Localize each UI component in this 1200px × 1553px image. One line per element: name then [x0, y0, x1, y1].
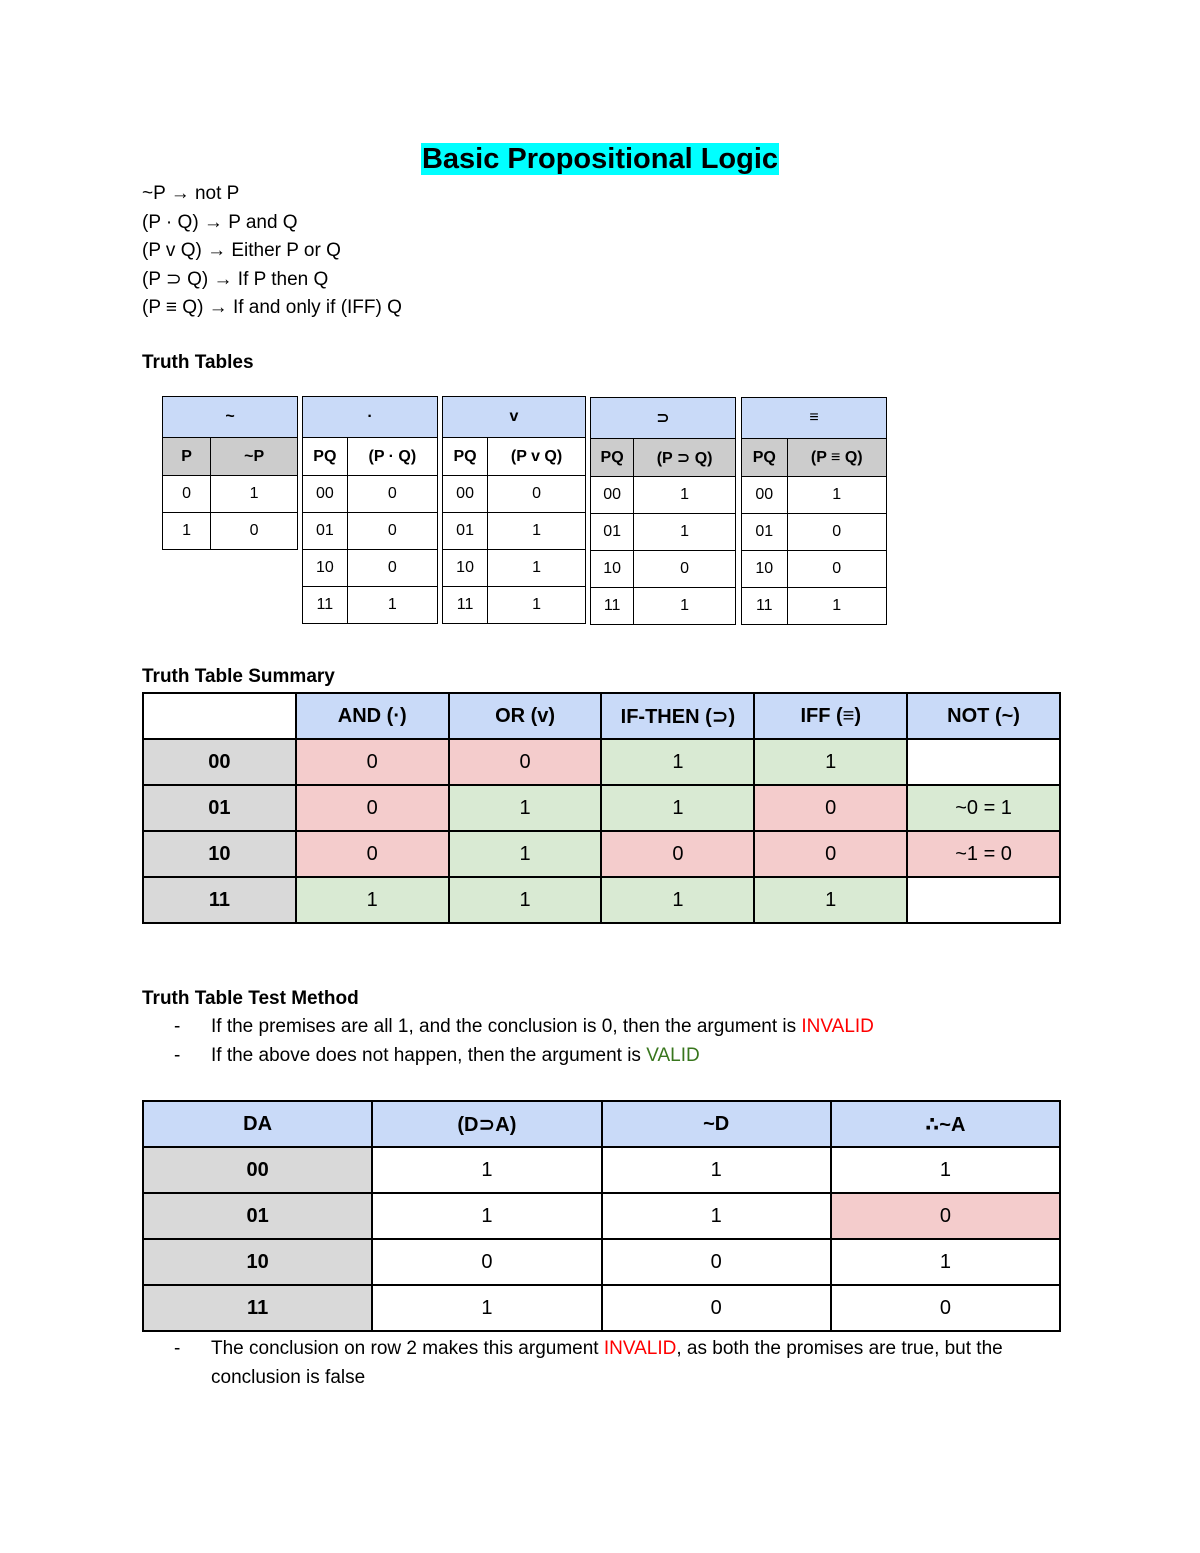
table-cell: 00 — [443, 476, 488, 513]
table-cell: 0 — [347, 513, 437, 550]
table-row — [143, 739, 1060, 785]
row-header: 01 — [143, 1193, 372, 1239]
table-cell: 1 — [488, 587, 586, 624]
truth-table-and — [302, 396, 438, 624]
table-cell: ~0 = 1 — [907, 785, 1060, 831]
conclusion-note — [142, 1335, 1062, 1392]
table-cell: 10 — [303, 550, 348, 587]
row-header: 01 — [143, 785, 296, 831]
table-cell: 0 — [602, 1239, 831, 1285]
row-header: 10 — [143, 1239, 372, 1285]
table-cell: 0 — [296, 831, 449, 877]
column-header: (P · Q) — [347, 438, 437, 476]
bullet-item — [142, 1335, 1062, 1392]
operator-header: ⊃ — [591, 398, 736, 439]
bullet-text: , as both the promises are true, but the conclusion is false — [211, 1338, 1003, 1388]
column-header: AND (·) — [296, 693, 449, 739]
table-cell: 0 — [347, 550, 437, 587]
valid-label: VALID — [646, 1044, 700, 1066]
table-cell: 01 — [591, 514, 634, 551]
table-cell: 0 — [602, 1285, 831, 1331]
row-header: 11 — [143, 1285, 372, 1331]
truth-table-summary — [142, 692, 1061, 924]
invalid-label: INVALID — [801, 1016, 874, 1037]
table-cell: 0 — [372, 1239, 601, 1285]
table-row — [143, 785, 1060, 831]
definition-iff: (P ≡ Q) → If and only if (IFF) Q — [142, 297, 402, 318]
table-cell: 1 — [449, 831, 602, 877]
table-cell: 0 — [787, 514, 886, 551]
table-cell: 1 — [211, 476, 298, 513]
column-header: PQ — [591, 439, 634, 477]
table-row — [143, 831, 1060, 877]
operator-header: v — [443, 397, 586, 438]
table-cell: 10 — [443, 550, 488, 587]
table-cell: ~1 = 0 — [907, 831, 1060, 877]
definition-and: (P · Q) → P and Q — [142, 211, 298, 233]
page-title: Basic Propositional Logic — [421, 143, 779, 175]
table-cell: 0 — [296, 785, 449, 831]
column-header — [143, 693, 296, 739]
bullet-item — [142, 1013, 874, 1042]
table-cell: 1 — [449, 877, 602, 923]
truth-table-not — [162, 396, 298, 550]
bullet-dash: - — [174, 1338, 181, 1359]
column-header: ~P — [211, 438, 298, 476]
table-cell: 10 — [742, 551, 788, 588]
table-cell: 1 — [372, 1193, 601, 1239]
table-cell: 0 — [347, 476, 437, 513]
table-cell — [907, 739, 1060, 785]
column-header: (D⊃A) — [372, 1101, 601, 1147]
bullet-text: If the above does not happen, then the argument is — [211, 1044, 647, 1066]
column-header: ∴~A — [831, 1101, 1060, 1147]
table-row — [143, 877, 1060, 923]
table-cell: 1 — [787, 477, 886, 514]
row-header: 00 — [143, 739, 296, 785]
table-cell: 1 — [488, 550, 586, 587]
column-header: PQ — [443, 438, 488, 476]
definition-or: (P v Q) → Either P or Q — [142, 240, 341, 261]
table-row — [143, 1147, 1060, 1193]
table-cell: 1 — [634, 588, 736, 625]
row-header: 11 — [143, 877, 296, 923]
table-cell: 11 — [742, 588, 788, 625]
table-cell: 0 — [634, 551, 736, 588]
test-method-bullets — [142, 1013, 874, 1070]
bullet-dash: - — [174, 1044, 181, 1066]
table-cell: 1 — [602, 1193, 831, 1239]
table-cell: 1 — [634, 514, 736, 551]
operator-header: · — [303, 397, 438, 438]
table-cell: 0 — [754, 831, 907, 877]
table-cell: 0 — [296, 739, 449, 785]
truth-table-if-then — [590, 397, 736, 625]
table-cell: 0 — [787, 551, 886, 588]
column-header: ~D — [602, 1101, 831, 1147]
invalid-label: INVALID — [603, 1338, 677, 1359]
table-cell: 0 — [601, 831, 754, 877]
table-cell — [907, 877, 1060, 923]
table-cell: 0 — [488, 476, 586, 513]
table-cell: 0 — [211, 513, 298, 550]
table-cell: 1 — [347, 587, 437, 624]
table-cell: 0 — [163, 476, 211, 513]
table-cell: 1 — [754, 877, 907, 923]
table-cell: 0 — [754, 785, 907, 831]
table-cell: 1 — [601, 739, 754, 785]
table-cell: 01 — [303, 513, 348, 550]
column-header: (P v Q) — [488, 438, 586, 476]
table-cell-highlight: 0 — [831, 1193, 1060, 1239]
table-cell: 1 — [754, 739, 907, 785]
table-cell: 1 — [163, 513, 211, 550]
truth-tables-heading: Truth Tables — [142, 352, 254, 373]
table-cell: 1 — [787, 588, 886, 625]
column-header: (P ⊃ Q) — [634, 439, 736, 477]
table-cell: 11 — [443, 587, 488, 624]
table-cell: 1 — [634, 477, 736, 514]
table-cell: 01 — [443, 513, 488, 550]
bullet-text: If the premises are all 1, and the conclusion is 0, then the argument is — [211, 1016, 802, 1037]
table-cell: 1 — [372, 1147, 601, 1193]
table-cell: 1 — [831, 1239, 1060, 1285]
table-row — [143, 1285, 1060, 1331]
column-header: (P ≡ Q) — [787, 439, 886, 477]
truth-table-iff — [741, 397, 887, 625]
column-header: IF-THEN (⊃) — [601, 693, 754, 739]
table-cell: 00 — [742, 477, 788, 514]
table-cell: 0 — [831, 1285, 1060, 1331]
summary-heading: Truth Table Summary — [142, 666, 335, 687]
row-header: 00 — [143, 1147, 372, 1193]
table-cell: 1 — [449, 785, 602, 831]
table-row — [143, 1239, 1060, 1285]
definition-not: ~P → not P — [142, 183, 240, 204]
column-header: PQ — [303, 438, 348, 476]
table-cell: 1 — [831, 1147, 1060, 1193]
table-cell: 1 — [372, 1285, 601, 1331]
table-cell: 1 — [602, 1147, 831, 1193]
bullet-dash: - — [174, 1016, 181, 1037]
operator-header: ~ — [163, 397, 298, 438]
column-header: DA — [143, 1101, 372, 1147]
definition-if-then: (P ⊃ Q) → If P then Q — [142, 268, 329, 290]
table-cell: 1 — [296, 877, 449, 923]
column-header: IFF (≡) — [754, 693, 907, 739]
table-cell: 00 — [591, 477, 634, 514]
table-cell: 1 — [488, 513, 586, 550]
table-cell: 11 — [303, 587, 348, 624]
definitions-list — [142, 180, 402, 323]
table-cell: 1 — [601, 877, 754, 923]
bullet-text: The conclusion on row 2 makes this argument — [211, 1338, 604, 1359]
table-cell: 10 — [591, 551, 634, 588]
table-cell: 01 — [742, 514, 788, 551]
column-header: PQ — [742, 439, 788, 477]
row-header: 10 — [143, 831, 296, 877]
truth-table-test — [142, 1100, 1061, 1332]
test-method-heading: Truth Table Test Method — [142, 988, 359, 1009]
operator-header: ≡ — [742, 398, 887, 439]
table-cell: 11 — [591, 588, 634, 625]
truth-table-or — [442, 396, 586, 624]
column-header: P — [163, 438, 211, 476]
table-cell: 00 — [303, 476, 348, 513]
table-cell: 0 — [449, 739, 602, 785]
column-header: OR (v) — [449, 693, 602, 739]
table-row — [143, 1193, 1060, 1239]
column-header: NOT (~) — [907, 693, 1060, 739]
bullet-item — [142, 1042, 874, 1071]
table-cell: 1 — [601, 785, 754, 831]
